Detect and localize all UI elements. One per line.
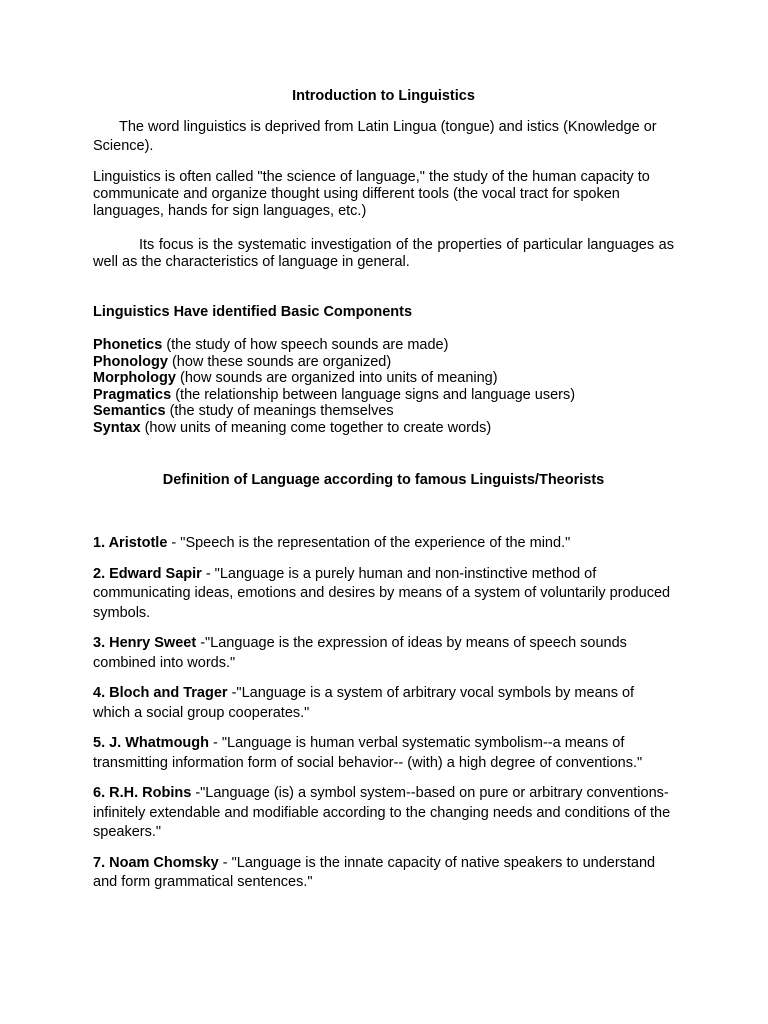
components-heading: Linguistics Have identified Basic Components: [93, 304, 413, 320]
linguist-name: 4. Bloch and Trager: [93, 685, 228, 701]
linguist-quote: - "Language is human verbal systematic symbolism--a means of transmitting information form of social behavior-- (with) a high degree of conventions.": [93, 735, 643, 771]
component-item: [93, 420, 674, 437]
linguist-quote: - "Speech is the representation of the experience of the mind.": [167, 535, 571, 551]
linguist-quote: - "Language is the innate capacity of native speakers to understand and form grammatical sentences.": [93, 854, 656, 890]
document-title: Introduction to Linguistics: [292, 88, 475, 104]
component-item: [93, 403, 674, 420]
component-desc: (how sounds are organized into units of meaning): [175, 370, 498, 387]
linguist-definition: [93, 534, 674, 554]
definition-paragraph: Linguistics is often called "the science of language," the study of the human capacity to communicate and organize thought using different tools (the vocal tract for spoken languages, hands for sign languages, etc.): [93, 169, 650, 219]
linguist-quote: -"Language is the expression of ideas by means of speech sounds combined into words.": [93, 635, 627, 671]
linguist-definitions-list: [93, 534, 674, 904]
linguist-name: 5. J. Whatmough: [93, 735, 209, 751]
component-item: [93, 370, 674, 387]
component-term: Phonology: [93, 353, 168, 370]
linguist-definition: [93, 565, 674, 624]
component-item: [93, 337, 674, 354]
definitions-heading: Definition of Language according to famous Linguists/Theorists: [162, 472, 605, 488]
linguist-definition: [93, 854, 674, 893]
linguist-definition: [93, 734, 674, 773]
linguist-quote: -"Language is a system of arbitrary vocal symbols by means of which a social group cooperates.": [93, 685, 635, 721]
linguist-definition: [93, 784, 674, 843]
linguist-definition: [93, 684, 674, 723]
component-item: [93, 354, 674, 371]
component-term: Syntax: [93, 419, 141, 436]
components-list: [93, 337, 674, 437]
linguist-name: 1. Aristotle: [93, 535, 168, 551]
component-desc: (the relationship between language signs and language users): [171, 386, 576, 403]
linguist-quote: -"Language (is) a symbol system--based on pure or arbitrary conventions-infinitely extendable and modifiable according to the changing needs and conditions of the speakers.": [93, 785, 671, 840]
linguist-name: 3. Henry Sweet: [93, 635, 197, 651]
linguist-quote: - "Language is a purely human and non-instinctive method of communicating ideas, emotions and desires by means of a system of voluntarily produced symbols.: [93, 565, 671, 621]
component-term: Semantics: [93, 403, 166, 420]
component-term: Morphology: [93, 370, 176, 387]
linguist-definition: [93, 634, 674, 673]
linguist-name: 6. R.H. Robins: [93, 785, 192, 801]
linguist-name: 2. Edward Sapir: [93, 565, 202, 582]
component-term: Pragmatics: [93, 386, 172, 403]
component-term: Phonetics: [93, 337, 163, 353]
component-desc: (how units of meaning come together to create words): [140, 419, 492, 436]
component-desc: (how these sounds are organized): [167, 353, 392, 370]
component-desc: (the study of meanings themselves: [165, 403, 394, 420]
component-item: [93, 387, 674, 404]
intro-paragraph: The word linguistics is deprived from Latin Lingua (tongue) and istics (Knowledge or Science).: [93, 119, 657, 154]
component-desc: (the study of how speech sounds are made): [162, 337, 449, 353]
linguist-name: 7. Noam Chomsky: [93, 854, 219, 871]
focus-paragraph: Its focus is the systematic investigation of the properties of particular languages as well as the characteristics of language in general.: [93, 237, 674, 270]
